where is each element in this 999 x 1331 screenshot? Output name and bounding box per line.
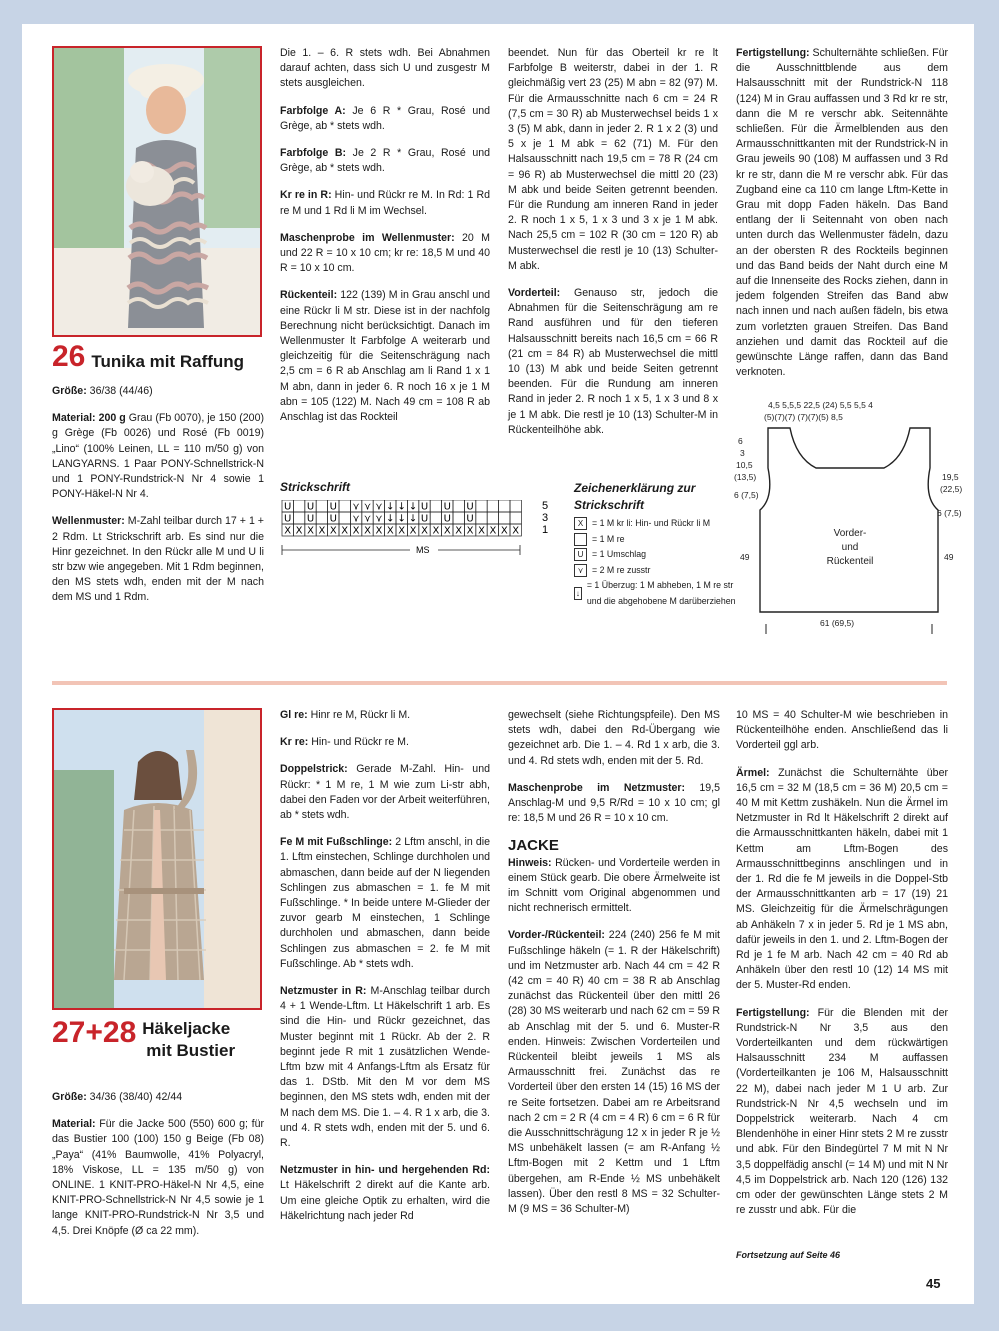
chart-symbol: U — [306, 513, 315, 525]
schematic-right-2: (22,5) — [940, 484, 963, 494]
top-column-4 — [736, 46, 948, 392]
chart-cell — [476, 500, 487, 512]
ms-label: MS — [416, 545, 430, 555]
chart-symbol: U — [443, 501, 451, 513]
bottom-column-2 — [280, 708, 490, 1236]
paragraph — [52, 514, 264, 605]
chart-symbol: X — [421, 525, 428, 537]
legend-item — [574, 563, 744, 579]
schematic-center-3: Rückenteil — [826, 556, 874, 567]
top-left-column — [52, 384, 264, 618]
schematic-left-6: 49 — [740, 552, 750, 562]
chart-symbol: U — [420, 513, 429, 525]
chart-symbol: ⋎ — [352, 513, 360, 525]
schematic-right-1: 19,5 — [942, 472, 959, 482]
paragraph-heading: Wellenmuster: — [52, 515, 125, 528]
paragraph — [736, 708, 948, 754]
pattern-26-title-row — [52, 342, 244, 372]
paragraph — [508, 856, 720, 917]
paragraph — [280, 104, 490, 134]
tunic-schematic — [734, 398, 969, 648]
legend-item — [574, 547, 744, 563]
legend-symbol-icon: U — [574, 548, 587, 561]
chart-symbol: X — [500, 525, 508, 537]
chart-cell — [293, 512, 304, 524]
chart-symbol: U — [284, 513, 292, 525]
chart-symbol: U — [329, 513, 337, 525]
chart-symbol: U — [466, 513, 474, 525]
chart-symbol: X — [329, 525, 337, 537]
paragraph-heading: Doppelstrick: — [280, 763, 348, 776]
chart-cell — [293, 500, 304, 512]
paragraph-heading: Kr re: — [280, 736, 309, 749]
paragraph-text: Hin- und Rückr re M. In Rd: 1 Rd re M und 1 Rd li M im Wechsel. — [280, 189, 490, 217]
schematic-center-1: Vorder- — [833, 528, 867, 539]
chart-symbol: U — [466, 501, 474, 513]
legend-text: = 2 M re zusstr — [592, 564, 651, 575]
chart-cell — [316, 500, 327, 512]
tunic-photo — [52, 46, 262, 337]
chart-cell — [339, 500, 350, 512]
chart-cell — [453, 500, 464, 512]
paragraph-text: 10 MS = 40 Schulter-M wie beschrieben in Rückenteilhöhe enden. Anschließend das li Vorderteil ggl arb. — [736, 709, 948, 752]
paragraph — [736, 46, 948, 380]
paragraph-heading: Größe: — [52, 385, 87, 397]
paragraph-text: Schulternähte schließen. Für die Ausschnittblende aus dem Halsausschnitt mit der Rundstrick-N 118 (124) M in Grau auffassen und 3 Rd kr re str, dann die M re verschr abk. Seitennähte schließen. Für die Ärmelblenden aus den Armausschnittkanten mit der Rundstrick-N in Grau jeweils 90 (108) M auffassen und 3 Rd kr re str, dann die M re verschr abk. Für das Zugband eine ca 110 cm lange Lftm-Kette in Grau mit dopp Faden häkeln. Das Band entlang der li Seitennaht von oben nach unten durch das Wellenmuster fädeln, dazu an der obersten R des Rockteils beginnen und das Band beids der Naht durch eine M auf die Innenseite des Rocks ziehen, dann in jedem folgenden Streifen das Band abw nach innen und nach außen fädeln, bis etwa zum vorletzten grauen Streifen. Das Band anziehen und damit das Rockteil auf die gewünschte Länge raffen, dann das Band verknoten. — [736, 47, 948, 379]
paragraph-text: Rücken- und Vorderteile werden in einem Stück gearb. Die obere Ärmelweite ist im Schnitt vom Original abgenommen und nicht rechnerisch ermittelt. — [508, 856, 720, 915]
schematic-center-2: und — [841, 542, 859, 553]
chart-symbol: U — [443, 513, 451, 525]
pattern-title-line1: Häkeljacke — [142, 1019, 231, 1038]
chart-symbol: U — [329, 501, 337, 513]
chart-symbol: ⋎ — [375, 513, 383, 525]
chart-cell — [316, 512, 327, 524]
chart-cell — [430, 512, 441, 524]
paragraph — [280, 835, 490, 972]
tunic-model-illustration — [54, 48, 260, 335]
row-number-5: 5 — [542, 500, 549, 512]
legend-symbol-icon: ⋎ — [574, 564, 587, 577]
paragraph-text: gewechselt (siehe Richtungspfeile). Den MS stets wdh, dabei den Rd-Übergang wie gezeichnet arb. Die 1. – 4. Rd 1 x arb, die 3. und 4. Rd stets wdh, enden mit der 5. Rd. — [508, 709, 720, 767]
paragraph-heading: Kr re in R: — [280, 189, 332, 202]
legend-text: = 1 M re — [592, 533, 625, 544]
legend-item — [574, 578, 744, 609]
chart-cell — [510, 500, 521, 512]
paragraph-heading: Fe M mit Fußschlinge: — [280, 836, 393, 849]
paragraph-heading: Vorderteil: — [508, 287, 561, 300]
paragraph-heading: Maschenprobe im Netzmuster: — [508, 781, 686, 794]
paragraph-text: M-Zahl teilbar durch 17 + 1 + 2 Rdm. Lt Strickschrift arb. Es sind nur die Hinr gezeichnet. In den Rückr alle M und U li str bzw wie angegeben. Mit 1 Rdm beginnen, den MS stets wdh, enden mit der M nach dem MS und 1 Rdm. — [52, 515, 264, 604]
chart-symbol: ↓ — [397, 513, 406, 525]
paragraph-heading: Rückenteil: — [280, 289, 338, 302]
schematic-left-4: (13,5) — [734, 472, 757, 482]
paragraph-heading: Farbfolge A: — [280, 104, 346, 117]
chart-symbol: X — [318, 525, 326, 537]
paragraph — [508, 286, 718, 438]
strickschrift-chart — [278, 500, 558, 562]
chart-cell — [510, 512, 521, 524]
chart-cell — [453, 512, 464, 524]
paragraph-heading: Fertigstellung: — [736, 47, 810, 59]
paragraph-heading: Farbfolge B: — [280, 147, 347, 160]
schematic-left-3: 10,5 — [736, 460, 753, 470]
legend — [574, 516, 744, 609]
paragraph-text: 224 (240) 256 fe M mit Fußschlinge häkeln (= 1. R der Häkelschrift) und im Netzmuster arb. Nach 44 cm = 42 R (42 cm = 40 R) 40 cm = 38 R ab Anschlag zunächst das Rückenteil über den mittl 26 (28) 30 MS weiterarb und nach 62 cm = 59 R ab Anschlag mit der 5. und 6. Muster-R enden. Hinweis: Zwischen Vorderteilen und Rückenteil bleibt jeweils 1 MS als Armausschnitt frei. Zunächst das re Vorderteil über den ersten 14 (15) 16 MS der re Seite fortsetzen. Dabei am re Arbeitsrand nach 2 cm = 2 R (4 cm = 4 R) 6 cm = 6 R für die Ausschnittschrägung 12 x in jeder R je ½ MS unbehäkelt lassen (= am R-Anfang ½ Lftm-Bogen mit 2 Kettm und 1 Lftm übergehen, am R-Ende ½ MS unbehäkelt lassen). Über den restl 8 MS = 32 Schulter-M (9 MS = 36 Schulter-M) — [508, 929, 720, 1216]
legend-text: = 1 Überzug: 1 M abheben, 1 M re str und die abgehobene M darüberziehen — [586, 580, 736, 606]
paragraph — [508, 46, 718, 274]
strickschrift-title: Strickschrift — [280, 480, 351, 494]
paragraph-text: 19,5 Anschlag-M und 9,5 R/Rd = 10 x 10 cm; gl re: 18,5 M und 26 R = 10 x 10 cm. — [508, 781, 721, 825]
page — [22, 24, 974, 1304]
paragraph — [52, 384, 264, 399]
pattern-27-28-title — [52, 1018, 235, 1062]
chart-cell — [499, 500, 510, 512]
legend-item — [574, 532, 744, 548]
chart-symbol: ⋎ — [363, 501, 372, 513]
paragraph-heading: Fertigstellung: — [736, 1006, 810, 1019]
bottom-column-3-bottom — [508, 856, 720, 1218]
legend-text: = 1 M kr li: Hin- und Rückr li M — [592, 518, 711, 528]
schematic-top-labels: 4,5 5,5,5 22,5 (24) 5,5 5,5 4 — [768, 400, 873, 410]
legend-symbol-icon: X — [574, 517, 587, 530]
paragraph-heading: Hinweis: — [508, 856, 552, 869]
paragraph-text: Hin- und Rückr re M. — [308, 736, 409, 749]
chart-symbol: U — [284, 501, 292, 513]
paragraph-text: 2 Lftm anschl, in die 1. Lftm einstechen, Schlinge durchholen und abmaschen, dann beide auf der N liegenden Schlingen zus abmaschen = 1. fe M mit Fußschlinge. * In beide untere M-Glieder der zuvor gearb M einstechen, 1 Schlinge durchholen und abmaschen, dann beide Schlingen zus abmaschen = 2. fe M mit Fußschlinge. Ab * stets wdh. — [280, 836, 490, 970]
chart-symbol: X — [398, 525, 406, 537]
chart-symbol: X — [432, 525, 440, 537]
chart-symbol: U — [420, 501, 429, 513]
chart-symbol: ↓ — [386, 513, 395, 525]
paragraph-text: Zunächst die Schulternähte über 16,5 cm = 32 M (18,5 cm = 36 M) 20,5 cm = 40 M mit Kettm zushäkeln. Nun die Ärmel im Netzmuster in Rd lt Häkelschrift 2 direkt auf die Armausschnittkanten häkeln, dabei mit 1 Kettm am Lftm-Bogen des Armausschnittbeginns anschlingen und in der 1. Rd die fe M jeweils in die Doppel-Stb der Armausschnittkanten arb = 17 (19) 21 MS. Gleichzeitig für die Ärmelschrägungen ab Anhäkeln 7 x in jeder 5. Rd je 1 MS abn, dafür jeweils in den 1. und 2. Lftm-Bogen der Rd je 1 fe M arb. Nach 42 cm = 40 Rd ab Anhäkeln über den restl 10 (12) 14 MS mit der 5. Muster-Rd enden. — [736, 766, 948, 992]
paragraph-text: Je 6 R * Grau, Rosé und Grège, ab * stets wdh. — [280, 104, 490, 132]
chart-symbol: X — [512, 525, 520, 537]
paragraph — [280, 288, 490, 425]
chart-symbol: X — [478, 525, 485, 537]
paragraph-text: Die 1. – 6. R stets wdh. Bei Abnahmen darauf achten, dass sich U und zusgestr M stets ausgleichen. — [280, 47, 490, 90]
schematic-left-5: 6 (7,5) — [734, 490, 759, 500]
paragraph-text: 122 (139) M in Grau anschl und eine Rückr li M str. Diese ist in der nachfolg Berechnung nicht berücksichtigt. Danach im Wellenmuster lt Farbfolge A weiterarb und gleichzeitig für die Seitenschrägung nach 2,5 cm = 6 R ab Anschlag am li Rand 1 x 1 M abn, dann in jeder 6. R noch 16 x je 1 M abn = 105 (122) M. Nach 49 cm = 108 R ab Anschlag ist das Rockteil — [280, 289, 490, 424]
paragraph — [508, 708, 720, 769]
paragraph — [280, 231, 490, 277]
chart-symbol: X — [364, 525, 371, 537]
chart-cell — [487, 512, 498, 524]
chart-symbol: X — [466, 525, 474, 537]
paragraph — [736, 766, 948, 994]
paragraph-text: Genauso str, jedoch die Abnahmen für die Seitenschrägung am re Rand ausführen und für den tieferen Halsausschnitt bereits nach 16,5 cm = 66 R (21 cm = 84 R) ab Musterwechsel die mittl 10 (13) M abk und beide Seiten getrennt beenden. Für die Rundung am inneren Rand in jeder 2. R noch 1 x 5, 1 x 3 und 8 x je 1 M abk. Die restl je 10 (13) Schulter-M in Rückenteilhöhe abk. — [508, 287, 718, 436]
schematic-left-2: 3 — [740, 448, 745, 458]
paragraph — [280, 1163, 490, 1224]
chart-symbol: X — [489, 525, 497, 537]
top-column-2 — [280, 46, 490, 437]
legend-title: Zeichenerklärung zur Strickschrift — [574, 481, 696, 512]
bottom-column-4 — [736, 708, 948, 1231]
chart-symbol: X — [455, 525, 463, 537]
bottom-left-column — [52, 1090, 264, 1251]
paragraph-text: Grau (Fb 0070), je 150 (200) g Grège (Fb 0026) und Rosé (Fb 0019) „Lino“ (100% Leinen, LL = 110 m/50 g) von LANGYARNS. 1 Paar PONY-Schnellstrick-N und 1 PONY-Rundstrick-N Nr 4 sowie 1 PONY-Häkel-N Nr 4. — [52, 412, 264, 501]
paragraph-text: Für die Blenden mit der Rundstrick-N Nr 3,5 aus den Vorderteilkanten und dem rückwärtigen Halsausschnitt 234 M auffassen (Vorderteilkanten je 106 M, Halsausschnitt 22 M), dabei nach jeder M 1 U arb. Zur Rundstrick-N Nr 4,5 wechseln und im Doppelstrick weiterarb. Nach 4 cm Blendenhöhe in einer Hinr stets 2 M re zusstr und abk. Für den Bindegürtel 7 M mit N Nr 3,5 doppelfädig anschl (= 14 M) und mit N Nr 4,5 im Doppelstrick arb. Nach 120 (126) 132 cm oder der gewünschten Länge stets 2 M re zusstr und abk. Für die — [736, 1006, 948, 1217]
paragraph-heading: Größe: — [52, 1091, 87, 1103]
paragraph-text: Hinr re M, Rückr li M. — [307, 709, 411, 721]
paragraph-heading: Ärmel: — [736, 766, 770, 779]
paragraph-heading: Netzmuster in hin- und hergehenden Rd: — [280, 1164, 490, 1177]
chart-cell — [476, 512, 487, 524]
paragraph-heading: Netzmuster in R: — [280, 985, 367, 998]
chart-symbol: ↓ — [386, 501, 395, 513]
chart-symbol: X — [341, 525, 349, 537]
paragraph — [280, 735, 490, 750]
paragraph-text: 34/36 (38/40) 42/44 — [86, 1091, 183, 1103]
paragraph — [508, 781, 720, 827]
schematic-bottom: 61 (69,5) — [820, 618, 855, 628]
bottom-column-3 — [508, 708, 720, 1229]
paragraph-text: Gerade M-Zahl. Hin- und Rückr: * 1 M re, 1 M wie zum Li-str abh, dabei den Faden vor der Arbeit weiterführen, ab * stets wdh. — [280, 763, 490, 822]
jacke-heading: JACKE — [508, 837, 559, 855]
paragraph — [280, 146, 490, 176]
chart-symbol: U — [306, 501, 315, 513]
chart-symbol: X — [386, 525, 394, 537]
chart-cell — [339, 512, 350, 524]
pattern-number-2: 27+28 — [52, 1016, 137, 1049]
paragraph-heading: Maschenprobe im Wellenmuster: — [280, 231, 455, 244]
legend-symbol-icon — [574, 533, 587, 546]
paragraph — [508, 928, 720, 1217]
paragraph-text: Für die Jacke 500 (550) 600 g; für das Bustier 100 (100) 150 g Beige (Fb 08) „Paya“ (41% Baumwolle, 41% Polyacryl, 18% Viskose, LL = 135 m/50 g) von ONLINE. 1 KNIT-PRO-Häkel-N Nr 4,5, eine KNIT-PRO-Schnellstrick-N Nr 4,5 sowie je 1 lange KNIT-PRO-Rundstrick-N Nr 3,5 und 4,5. Drei Knöpfe (Ø ca 22 mm). — [52, 1118, 264, 1237]
schematic-left-1: 6 — [738, 436, 743, 446]
legend-text: = 1 Umschlag — [592, 549, 647, 559]
legend-symbol-icon: ↓ — [575, 589, 580, 598]
paragraph — [52, 1090, 264, 1105]
chart-symbol: ⋎ — [352, 501, 360, 513]
chart-symbol: ↓ — [408, 513, 418, 525]
paragraph — [52, 1117, 264, 1239]
bottom-column-3-top — [508, 708, 720, 826]
jacket-photo — [52, 708, 262, 1010]
paragraph-heading: Gl re: — [280, 709, 308, 721]
chart-cell — [430, 500, 441, 512]
paragraph — [280, 708, 490, 723]
continuation-note: Fortsetzung auf Seite 46 — [736, 1250, 841, 1260]
section-divider — [52, 681, 947, 685]
page-number: 45 — [926, 1276, 941, 1291]
legend-item — [574, 516, 744, 532]
pattern-title-line2: mit Bustier — [146, 1041, 236, 1060]
chart-symbol: X — [443, 525, 451, 537]
paragraph-heading: Material: 200 g — [52, 412, 126, 425]
row-number-1: 1 — [542, 524, 549, 536]
pattern-title-2 — [142, 1018, 235, 1062]
top-column-3 — [508, 46, 718, 450]
paragraph — [52, 411, 264, 502]
paragraph-text: Je 2 R * Grau, Rosé und Grège, ab * stets wdh. — [280, 147, 490, 175]
pattern-number: 26 — [52, 340, 86, 373]
row-number-3: 3 — [542, 512, 549, 524]
paragraph-text: M-Anschlag teilbar durch 4 + 1 Wende-Lftm. Lt Häkelschrift 1 arb. Es sind die Hin- und Rückr gezeichnet, das Muster beginnt mit 1 Rückr. Ab der 2. R beginnt jede R mit 1 zusätzlichen Wende-Lftm bzw mit 4 Anfangs-Lftm als Ersatz für das 1. DStb. Mit den M vor dem MS beginnen, den MS stets wdh, enden mit der M nach dem MS. Die 1. – 4. R 1 x arb, die 3. und 4. R stets wdh, enden mit der 5. und 6. R. — [280, 985, 490, 1150]
schematic-sub-top-labels: (5)(7)(7) (7)(7)(5) 8,5 — [764, 412, 843, 422]
paragraph — [280, 984, 490, 1151]
chart-symbol: X — [295, 525, 303, 537]
paragraph-text: 36/38 (44/46) — [86, 385, 153, 397]
chart-symbol: X — [352, 525, 360, 537]
paragraph-heading: Vorder-/Rückenteil: — [508, 929, 605, 942]
chart-symbol: X — [307, 525, 314, 537]
schematic-right-4: 49 — [944, 552, 954, 562]
jacket-model-illustration — [54, 710, 260, 1008]
chart-symbol: X — [284, 525, 292, 537]
paragraph — [280, 188, 490, 218]
chart-symbol: ⋎ — [375, 501, 383, 513]
paragraph-text: beendet. Nun für das Oberteil kr re lt Farbfolge B weiterstr, dabei in der 1. R gleichmäßig vert 23 (25) M abn = 82 (97) M. Für die Armausschnitte nach 6 cm = 24 R (7,5 cm = 30 R) ab Musterwechsel beids 1 x 3 (5) M abk, dann in jeder 2. R 1 x 2 (3) und 5 x je 1 M abk = 62 (71) M. Für den Halsausschnitt nach 19,5 cm = 78 R (24 cm = 96 R) ab Musterwechsel die mittl 20 (23) M abk und beide Seiten getrennt beenden. Für die Rundung am inneren Rand in jeder 2. R noch 1 x 5, 1 x 3 und 3 x je 1 M abk. Nach 25,5 cm = 102 R (30 cm = 120 R) ab Musterwechsel die restl je 10 (13) Schulter-M abk. — [508, 47, 718, 272]
chart-symbol: ⋎ — [363, 513, 372, 525]
paragraph-heading: Material: — [52, 1118, 96, 1131]
paragraph-text: Lt Häkelschrift 2 direkt auf die Kante arb. Um eine gleiche Optik zu erhalten, wird die Häkelrichtung nach jeder Rd — [280, 1179, 490, 1222]
paragraph — [280, 762, 490, 823]
paragraph-text: 20 M und 22 R = 10 x 10 cm; kr re: 18,5 M und 40 R = 10 x 10 cm. — [280, 231, 490, 275]
pattern-title: Tunika mit Raffung — [91, 352, 245, 371]
schematic-right-3: 6 (7,5) — [937, 508, 962, 518]
chart-cell — [487, 500, 498, 512]
chart-symbol: ↓ — [397, 501, 406, 513]
paragraph — [736, 1006, 948, 1219]
paragraph — [280, 46, 490, 92]
chart-symbol: ↓ — [408, 501, 418, 513]
chart-symbol: X — [375, 525, 383, 537]
chart-cell — [499, 512, 510, 524]
chart-symbol: X — [409, 525, 417, 537]
